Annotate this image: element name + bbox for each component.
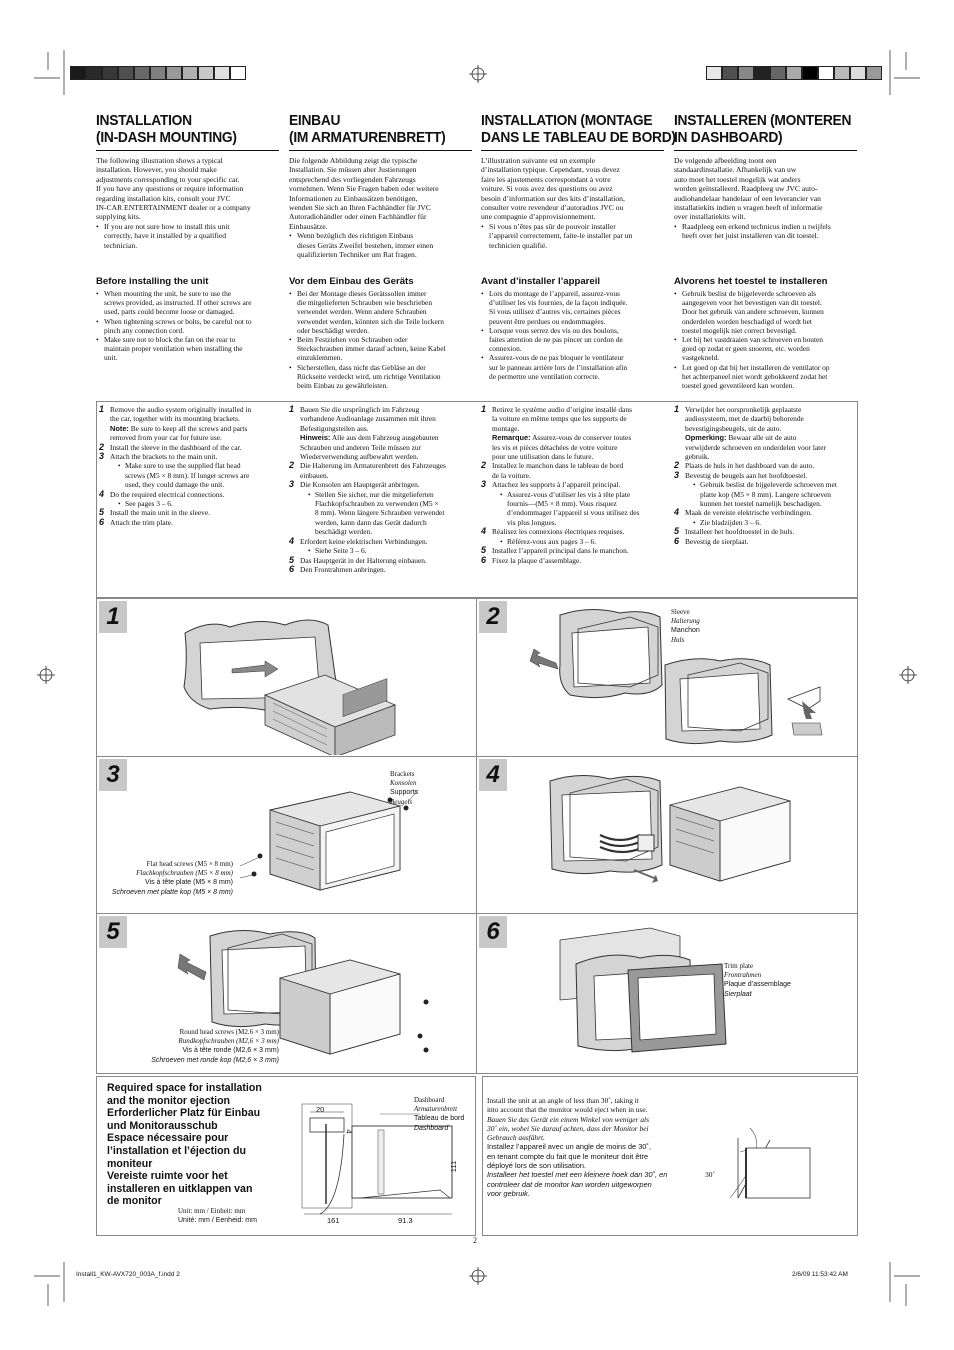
steps-column-2	[481, 405, 667, 565]
dim-91-3: 91.3	[398, 1216, 413, 1225]
angle-diagram	[710, 1118, 840, 1208]
step-number: 6	[674, 535, 680, 546]
subheading: Avant d’installer l’appareil	[481, 276, 601, 287]
step-number: 4	[99, 488, 105, 499]
sleeve-label: Sleeve Halterung Manchon Huls	[671, 608, 700, 644]
figure-number-1: 1	[99, 601, 127, 633]
angle-line-de: Gebrauch ausfährt.	[487, 1133, 545, 1143]
dim-161: 161	[327, 1216, 340, 1225]
required-heading-line: Required space for installation	[107, 1082, 262, 1094]
figure-4-illustration	[530, 765, 830, 905]
angle-line-nl: controleer dat de monitor kan worden uitgeworpen	[487, 1179, 652, 1189]
step-number: 2	[674, 460, 680, 471]
angle-line-de: Bauen Sie das Gerät ein einem Winkel von weniger als	[487, 1114, 649, 1124]
crop-marks-bottom	[0, 1262, 954, 1322]
list-item: • Assurez-vous de ne pas bloquer le ventilateur sur le panneau arrière lors de l’installation afin de permettre une ventilation correcte.	[481, 353, 628, 381]
step-item: 6 Bevestig de sierplaat.	[674, 535, 749, 546]
step-number: 3	[481, 479, 487, 490]
required-heading-line: l’installation et l’éjection du	[107, 1144, 246, 1157]
step-item: 3 Attachez les supports à l’appareil principal.	[481, 479, 621, 490]
round-screws-label: Round head screws (M2.6 × 3 mm) Rundkopfschrauben (M2,6 × 3 mm) Vis à tête ronde (M2,6 × 3 mm) Schroeven met ronde kop (M2,6 × 3 mm)	[151, 1028, 279, 1064]
step-item: 5 Install the main unit in the sleeve.	[99, 507, 210, 518]
steps-column-0	[99, 405, 281, 527]
required-heading-line: installeren en uitklappen van	[107, 1182, 253, 1195]
step-number: 2	[289, 460, 295, 471]
trim-plate-label: Trim plate Frontrahmen Plaque d’assemblage Sierplaat	[724, 962, 791, 998]
note-label: Opmerking:	[685, 433, 727, 443]
unit-label: Unit: mm / Einheit: mm Unité: mm / Eenheid: mm	[178, 1207, 257, 1225]
section-title: INSTALLATION (IN-DASH MOUNTING)	[96, 112, 237, 146]
angle-line-fr: en tenant compte du fait que le moniteur doit être	[487, 1151, 649, 1161]
note-label: Hinweis:	[300, 433, 331, 443]
step-sub-item: • Assurez-vous d’utiliser les vis à tête plate fournis—(M5 × 8 mm). Vous risquez d’endommager l’appareil si vous utilisez des vis plus longues.	[500, 489, 640, 527]
dim-20: 20	[316, 1105, 325, 1114]
step-number: 5	[99, 507, 105, 518]
step-item: 3 Attach the brackets to the main unit.	[99, 451, 218, 462]
column-2	[481, 112, 676, 250]
list-item: • Make sure not to block the fan on the rear to maintain proper ventilation when installing the unit.	[96, 335, 243, 363]
list-item: • Lorsque vous serrez des vis ou des boulons, faites attention de ne pas pincer un cordon de connexion.	[481, 325, 623, 354]
required-heading-line: de monitor	[107, 1195, 162, 1208]
step-item: 5 Installez l’appareil principal dans le manchon.	[481, 545, 629, 556]
list-item: • Let bij het vastdraaien van schroeven en bouten goed op zodat er geen snoeren, etc. worden vastgekneld.	[674, 335, 823, 363]
step-item: 6 Fixez la plaque d’assemblage.	[481, 554, 582, 565]
crop-marks	[0, 0, 954, 100]
step-item: 1 Retirez le système audio d’origine installé dans la voiture en même temps que les supports de montage. Remarque: Assurez-vous de conserver toutes les vis et pièces détachées de votre voiture pour une utilisation dans le future.	[481, 404, 632, 462]
figure-number-6: 6	[479, 916, 507, 948]
precaution-list	[674, 289, 857, 390]
figure-number-2: 2	[479, 601, 507, 633]
subheading: Before installing the unit	[96, 276, 209, 287]
dim-111: 111	[449, 1160, 459, 1173]
step-number: 1	[289, 404, 295, 414]
figure-number-5: 5	[99, 916, 127, 948]
subheading: Vor dem Einbau des Geräts	[289, 276, 414, 287]
required-heading-line: Espace nécessaire pour	[107, 1132, 229, 1145]
intro-text: The following illustration shows a typical installation. However, you should make adjustments corresponding to your specific car. If you have any questions or require information regarding installation kits, consult your JVC IN-CAR ENTERTAINMENT dealer or a company supplying kits. • If you are not sure how to install this unit correctly, have it installed by a qualified technician.	[96, 156, 251, 250]
precaution-list	[96, 289, 279, 363]
step-item: 5 Das Hauptgerät in der Halterung einbauen.	[289, 554, 427, 565]
step-item: 1 Verwijder het oorspronkelijk geplaatste audiosysteem, met de daarbij behorende bevestigingsbeugels, uit de auto. Opmerking: Bewaar alle uit de auto verwijderde schroeven en onderdelen voor later gebruik.	[674, 404, 826, 462]
precaution-list	[289, 289, 472, 390]
step-item: 4 Réalisez les connexions électriques requises.	[481, 526, 625, 537]
required-heading-line: Vereiste ruimte voor het	[107, 1170, 228, 1183]
footer-file: Install1_KW-AVX720_003A_f.indd 2	[76, 1271, 180, 1278]
required-heading-line: moniteur	[107, 1157, 153, 1170]
figure-number-3: 3	[99, 759, 127, 791]
required-heading-line: und Monitorausschub	[107, 1119, 218, 1132]
step-sub-item: • Gebruik beslist de bijgeleverde schroeven met platte kop (M5 × 8 mm). Langere schroeven kunnen het toestel namelijk beschadigen.	[693, 480, 837, 509]
step-item: 4 Do the required electrical connections.	[99, 488, 225, 499]
note-label: Note:	[110, 423, 129, 433]
step-sub-item: • Stellen Sie sicher, nur die mitgelieferten Flachkopfschrauben zu verwenden (M5 × 8 mm). Wenn längere Schrauben verwendet werden, kann dann das Gerät dadurch beschädigt werden.	[308, 489, 445, 537]
step-number: 2	[99, 441, 105, 452]
column-0	[96, 112, 279, 250]
step-number: 3	[289, 479, 295, 490]
step-number: 5	[674, 526, 680, 537]
angle-degree: 30˚	[705, 1170, 715, 1179]
step-number: 6	[289, 563, 295, 574]
intro-text: Die folgende Abbildung zeigt die typische Installation. Sie müssen aber Justierungen entsprechend des vorliegenden Fahrzeugs vornehmen. Wenn Sie Fragen haben oder weitere Informationen zu Einbausätzen benötigen, wenden Sie sich an Ihren Fachhändler für JVC Autoradiohändler oder einen Fachhändler für Einbausätze. • Wenn bezüglich des richtigen Einbaus dieses Geräts Zweifel bestehen, immer einen qualifizierten Techniker um Rat fragen.	[289, 156, 439, 260]
list-item: • When mounting the unit, be sure to use the screws provided, as instructed. If other screws are used, parts could become loose or damaged.	[96, 289, 252, 317]
list-item: • Bei der Montage dieses Gerätssollen immer die mitgelieferten Schrauben wie beschrieben verwendet werden. Wenn andere Schrauben verwendet werden, könnten sich die Teile lockern oder beschädigt werden.	[289, 289, 444, 335]
column-1	[289, 112, 472, 259]
section-title: INSTALLEREN (MONTEREN IN DASHBOARD)	[674, 112, 852, 146]
list-item: • Lors du montage de l’appareil, assurez-vous d’utiliser les vis fournies, de la façon indiquée. Si vous utilisez d’autres vis, certaines pièces peuvent être perdues ou endommagées.	[481, 289, 628, 326]
step-number: 1	[481, 404, 487, 414]
step-number: 4	[674, 507, 680, 518]
required-heading-line: Erforderlicher Platz für Einbau	[107, 1107, 261, 1120]
brackets-label: Brackets Konsolen Supports Beugels	[390, 770, 419, 806]
precaution-list	[481, 289, 664, 381]
flat-screws-label: Flat head screws (M5 × 8 mm) Flachkopfschrauben (M5 × 8 mm) Vis à tête plate (M5 × 8 mm) Schroeven met platte kop (M5 × 8 mm)	[111, 860, 233, 896]
registration-icon	[468, 64, 488, 84]
angle-line-nl: Installeer het toestel met een kleinere hoek dan 30˚, en	[487, 1170, 668, 1180]
angle-line-de: 30˚ ein, wobei Sie darauf achten, dass der Monitor bei	[487, 1123, 649, 1133]
subheading: Alvorens het toestel te installeren	[674, 276, 828, 287]
step-sub-item: • Référez-vous aux pages 3 – 6.	[500, 536, 597, 546]
section-title: EINBAU (IM ARMATURENBRETT)	[289, 112, 446, 146]
dim-4: 4	[344, 1129, 354, 1134]
step-number: 4	[289, 535, 295, 546]
required-space-heading	[107, 1082, 287, 1208]
figure-1-illustration	[170, 605, 430, 755]
step-sub-item: • Zie bladzijden 3 – 6.	[693, 517, 761, 527]
step-item: 6 Attach the trim plate.	[99, 516, 173, 527]
angle-text	[487, 1096, 702, 1198]
list-item: • When tightening screws or bolts, be careful not to pinch any connection cord.	[96, 316, 252, 335]
step-sub-item: • Make sure to use the supplied flat head screws (M5 × 8 mm). If longer screws are used, they could damage the unit.	[118, 461, 250, 490]
step-item: 2 Die Halterung im Armaturenbrett des Fahrzeuges einbauen.	[289, 460, 446, 480]
step-item: 2 Plaats de huls in het dashboard van de auto.	[674, 460, 815, 471]
dashboard-label: Dashboard Armaturenbrett Tableau de bord Dashboard	[414, 1096, 465, 1132]
required-heading-line: and the monitor ejection	[107, 1094, 231, 1107]
step-sub-item: • Siehe Seite 3 – 6.	[308, 546, 367, 556]
registration-right-icon	[898, 665, 918, 685]
section-title: INSTALLATION (MONTAGE DANS LE TABLEAU DE BORD)	[481, 112, 676, 146]
footer-date: 2/6/09 11:53:42 AM	[792, 1271, 848, 1278]
list-item: • Gebruik beslist de bijgeleverde schroeven als aangegeven voor het bevestigen van dit toestel. Door het gebruik van andere schroeven, kunnen onderdelen worden beschadigd of wordt het toestel mogelijk niet correct bevestigd.	[674, 289, 824, 335]
angle-line-nl: voor gebruik.	[487, 1188, 530, 1198]
step-item: 1 Bauen Sie die ursprünglich im Fahrzeug vorhandene Audioanlage zusammen mit ihren Befestigungsteilen aus. Hinweis: Alle aus dem Fahrzeug ausgebauten Schrauben und anderen Teile müssen zur Wiederverwendung aufbewahrt werden.	[289, 404, 439, 462]
step-item: 2 Install the sleeve in the dashboard of the car.	[99, 441, 242, 452]
list-item: • Sicherstellen, dass nicht das Gebläse an der Rückseite verdeckt wird, um richtige Ventilation beim Einbau zu gewährleisten.	[289, 362, 441, 391]
step-number: 1	[99, 404, 105, 414]
step-item: 3 Die Konsolen am Hauptgerät anbringen.	[289, 479, 420, 490]
step-number: 5	[289, 554, 295, 565]
step-number: 4	[481, 526, 487, 537]
step-item: 5 Installeer het hoofdtoestel in de huls.	[674, 526, 795, 537]
step-number: 3	[674, 469, 680, 480]
registration-left-icon	[36, 665, 56, 685]
step-number: 6	[481, 554, 487, 565]
step-number: 2	[481, 460, 487, 471]
step-item: 2 Installez le manchon dans le tableau de bord de la voiture.	[481, 460, 624, 480]
column-3	[674, 112, 857, 241]
note-label: Remarque:	[492, 433, 531, 443]
steps-column-1	[289, 405, 475, 574]
angle-line-fr: déployé lors de son utilisation.	[487, 1161, 587, 1171]
step-item: 1 Remove the audio system originally installed in the car, together with its mounting brackets. Note: Be sure to keep all the screws and parts removed from your car for future use.	[99, 404, 252, 443]
step-item: 4 Maak de vereiste elektrische verbindingen.	[674, 507, 813, 518]
step-item: 3 Bevestig de beugels aan het hoofdtoestel.	[674, 469, 808, 480]
step-number: 6	[99, 516, 105, 527]
angle-line-en: into account that the monitor would eject when in use.	[487, 1105, 648, 1115]
intro-text: L’illustration suivante est un exemple d’installation typique. Cependant, vous devez faire les ajustements correspondant à votre voiture. Si vous avez des questions ou avez besoin d’information sur des kits d’installation, consulter votre revendeur d’autoradios JVC ou une compagnie d’approvisionnement. • Si vous n’êtes pas sûr de pouvoir installer l’appareil correctement, faite-le installer par un technicien qualifié.	[481, 156, 633, 250]
angle-line-fr: Installez l’appareil avec un angle de moins de 30˚,	[487, 1142, 651, 1152]
step-number: 3	[99, 451, 105, 462]
list-item: • Beim Festziehen von Schrauben oder Steckschrauben immer darauf achten, keine Kabel einzuklemmen.	[289, 335, 446, 363]
angle-line-en: Install the unit at an angle of less than 30˚, taking it	[487, 1096, 639, 1105]
step-item: 4 Erfordert keine elektrischen Verbindungen.	[289, 535, 428, 546]
step-sub-item: • See pages 3 – 6.	[118, 499, 173, 509]
page-number: 2	[473, 1236, 477, 1245]
step-item: 6 Den Frontrahmen anbringen.	[289, 563, 386, 574]
figure-number-4: 4	[479, 759, 507, 791]
steps-column-3	[674, 405, 858, 546]
step-number: 1	[674, 404, 680, 414]
intro-text: De volgende afbeelding toont een standaardinstallatie. Afhankelijk van uw auto moet het toestel mogelijk wat anders worden geïnstalleerd. Raadpleeg uw JVC auto- audiohandelaar handelaar of een leverancier van installatiekits indien u vragen heeft of informatie over installatiekits wilt. • Raadpleeg een erkend technicus indien u twijfels heeft over het juist installeren van dit toestel.	[674, 156, 831, 241]
step-number: 5	[481, 545, 487, 556]
list-item: • Let goed op dat bij het installeren de ventilator op het achterpaneel niet wordt gebokkeerd zodat het toestel goed geventileerd kan worden.	[674, 362, 830, 391]
